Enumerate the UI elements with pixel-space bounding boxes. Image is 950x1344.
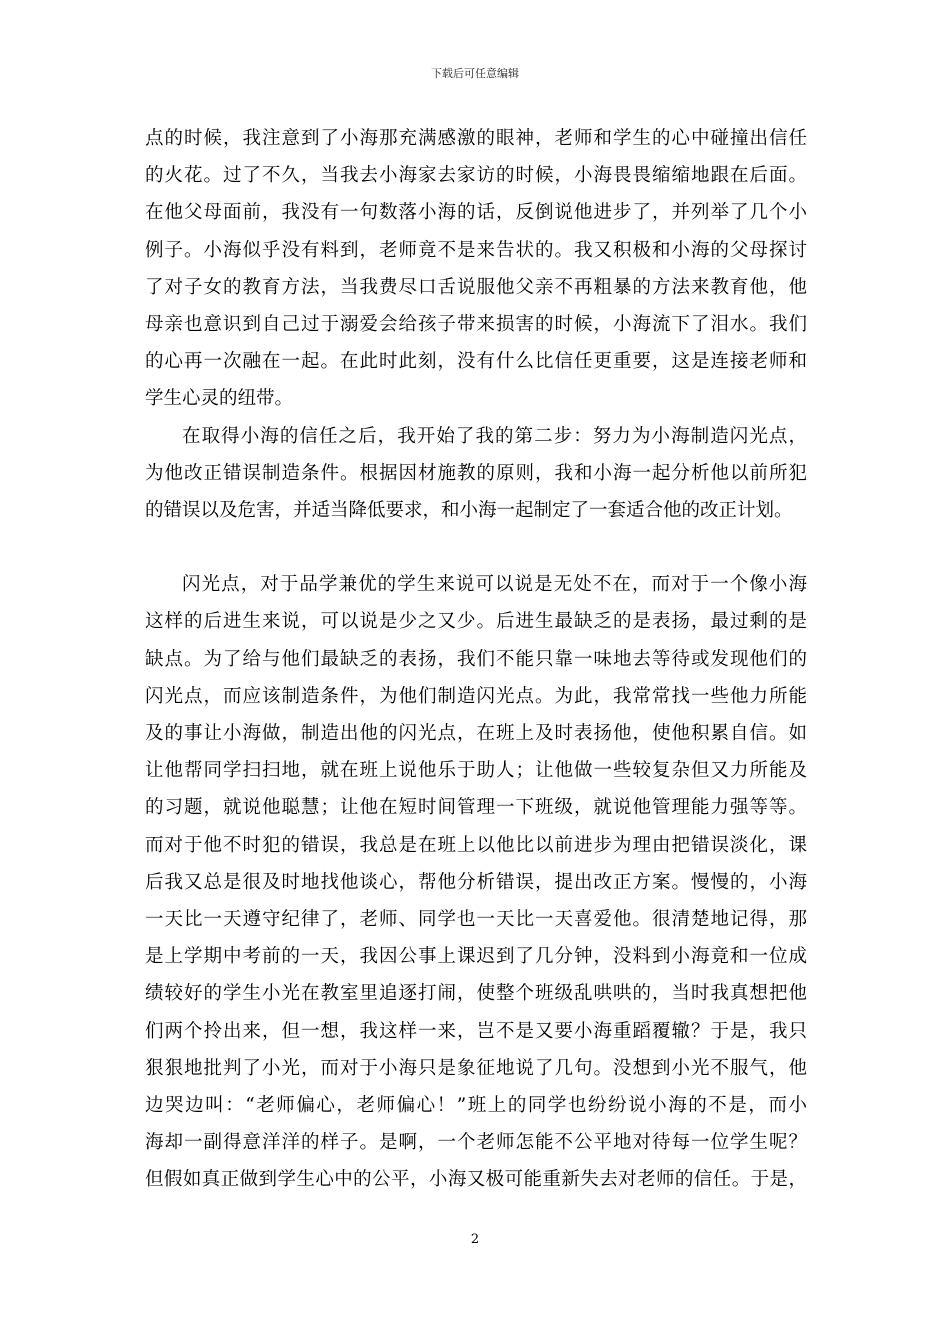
- paragraph-spacer: [145, 529, 807, 566]
- text-line: 为他改正错误制造条件。根据因材施教的原则，我和小海一起分析他以前所犯: [145, 462, 807, 484]
- text-line: 点的时候，我注意到了小海那充满感激的眼神，老师和学生的心中碰撞出信任: [145, 128, 807, 149]
- page-number: 2: [470, 1232, 480, 1247]
- text-line: 后我又总是很及时地找他谈心，帮他分析错误，提出改正方案。慢慢的，小海: [145, 871, 807, 893]
- text-line: 闪光点，对于品学兼优的学生来说可以说是无处不在，而对于一个像小海: [182, 574, 807, 596]
- text-line: 但假如真正做到学生心中的公平，小海又极可能重新失去对老师的信任。于是，: [145, 1169, 807, 1191]
- text-line: 的错误以及危害，并适当降低要求，和小海一起制定了一套适合他的改正计划。: [145, 499, 793, 521]
- text-line: 绩较好的学生小光在教室里追逐打闹，使整个班级乱哄哄的，当时我真想把他: [145, 983, 807, 1005]
- text-line: 而对于他不时犯的错误，我总是在班上以他比以前进步为理由把错误淡化，课: [145, 834, 807, 856]
- text-line: 的心再一次融在一起。在此时此刻，没有什么比信任更重要，这是连接老师和: [145, 351, 807, 373]
- text-line: 让他帮同学扫扫地，就在班上说他乐于助人；让他做一些较复杂但又力所能及: [145, 760, 807, 782]
- paragraph-3: [145, 566, 807, 1198]
- text-line: 海却一副得意洋洋的样子。是啊，一个老师怎能不公平地对待每一位学生呢？: [145, 1132, 807, 1154]
- page-header: 下载后可任意编辑: [431, 67, 519, 80]
- text-line: 的火花。过了不久，当我去小海家去家访的时候，小海畏畏缩缩地跟在后面。: [145, 165, 807, 187]
- text-line: 一天比一天遵守纪律了，老师、同学也一天比一天喜爱他。很清楚地记得，那: [145, 908, 807, 930]
- text-line: 学生心灵的纽带。: [145, 388, 294, 410]
- text-line: 在他父母面前，我没有一句数落小海的话，反倒说他进步了，并列举了几个小: [145, 202, 807, 224]
- text-line: 母亲也意识到自己过于溺爱会给孩子带来损害的时候，小海流下了泪水。我们: [145, 313, 807, 335]
- text-line: 缺点。为了给与他们最缺乏的表扬，我们不能只靠一味地去等待或发现他们的: [145, 648, 807, 670]
- text-line: 边哭边叫：“老师偏心，老师偏心！”班上的同学也纷纷说小海的不是，而小: [145, 1094, 807, 1116]
- paragraph-2: [145, 418, 807, 530]
- text-line: 这样的后进生来说，可以说是少之又少。后进生最缺乏的是表扬，最过剩的是: [145, 611, 807, 633]
- text-line: 例子。小海似乎没有料到，老师竟不是来告状的。我又积极和小海的父母探讨: [145, 239, 807, 261]
- text-line: 闪光点，而应该制造条件，为他们制造闪光点。为此，我常常找一些他力所能: [145, 685, 807, 707]
- paragraph-1: [145, 120, 807, 418]
- text-line: 狠狠地批判了小光，而对于小海只是象征地说了几句。没想到小光不服气，他: [145, 1057, 807, 1079]
- document-body: [145, 120, 807, 1198]
- text-line: 了对子女的教育方法，当我费尽口舌说服他父亲不再粗暴的方法来教育他，他: [145, 276, 807, 298]
- text-line: 的习题，就说他聪慧；让他在短时间管理一下班级，就说他管理能力强等等。: [145, 797, 807, 819]
- text-line: 们两个拎出来，但一想，我这样一来，岂不是又要小海重蹈覆辙？于是，我只: [145, 1020, 807, 1042]
- text-line: 在取得小海的信任之后，我开始了我的第二步：努力为小海制造闪光点，: [182, 425, 807, 447]
- text-line: 及的事让小海做，制造出他的闪光点，在班上及时表扬他，使他积累自信。如: [145, 723, 807, 744]
- text-line: 是上学期中考前的一天，我因公事上课迟到了几分钟，没料到小海竟和一位成: [145, 946, 807, 968]
